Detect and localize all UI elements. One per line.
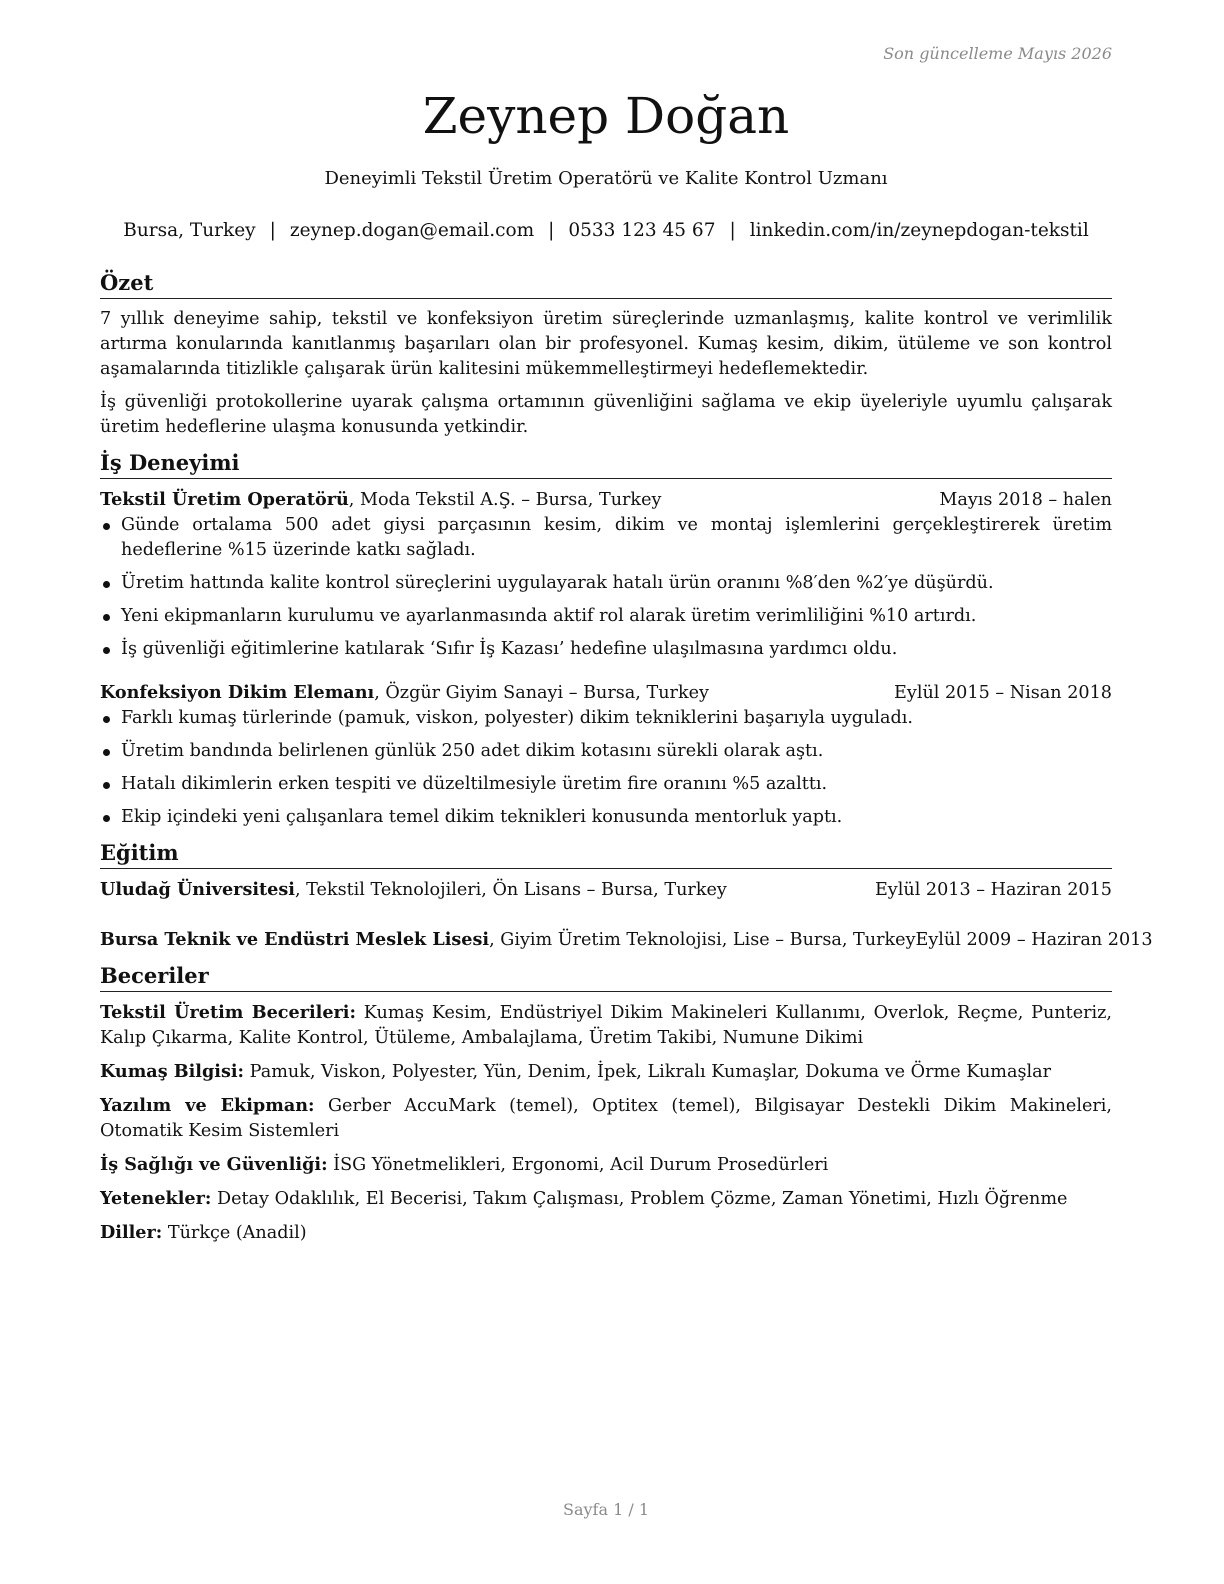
job-header [100, 487, 1112, 513]
job-entry [100, 487, 1112, 662]
skill-value: Gerber AccuMark (temel), Optitex (temel), Bilgisayar Destekli Dikim Makineleri, Otomatik Kesim Sistemleri [100, 1096, 1112, 1141]
skill-line [100, 1220, 1112, 1246]
education-entry [100, 927, 1153, 953]
skill-value: İSG Yönetmelikleri, Ergonomi, Acil Durum Prosedürleri [327, 1155, 829, 1175]
skill-label: Diller: [100, 1222, 163, 1243]
skill-value: Türkçe (Anadil) [162, 1223, 307, 1243]
education-title-line [100, 927, 916, 953]
bullet-icon [103, 782, 110, 789]
list-item [100, 739, 1112, 764]
job-dates: Mayıs 2018 – halen [939, 490, 1112, 510]
bullet-text: Hatalı dikimlerin erken tespiti ve düzeltilmesiyle üretim fire oranını %5 azalttı. [121, 774, 828, 794]
contact-email[interactable]: zeynep.dogan@email.com [289, 220, 535, 241]
bullet-text: Üretim hattında kalite kontrol süreçlerini uygulayarak hatalı ürün oranını %8′den %2′ye düşürdü. [121, 573, 994, 593]
bullet-text: Günde ortalama 500 adet giysi parçasının kesim, dikim ve montaj işlemlerini gerçekleştirerek üretim hedeflerine %15 üzerinde katkı sağladı. [121, 515, 1112, 560]
skill-line [100, 1152, 1112, 1178]
job-title-line [100, 487, 661, 513]
job-title-line [100, 680, 709, 706]
bullet-text: Üretim bandında belirlenen günlük 250 adet dikim kotasını sürekli olarak aştı. [121, 741, 824, 761]
list-item [100, 604, 1112, 629]
bullet-icon [103, 815, 110, 822]
contact-line [100, 218, 1112, 244]
page-number: Sayfa 1 / 1 [562, 1500, 649, 1519]
skill-label: Yazılım ve Ekipman: [100, 1095, 315, 1116]
experience-section [100, 448, 1112, 830]
skill-line [100, 1093, 1112, 1144]
education-school: Bursa Teknik ve Endüstri Meslek Lisesi [100, 929, 490, 950]
education-dates: Eylül 2009 – Haziran 2013 [915, 930, 1153, 950]
contact-location: Bursa, Turkey [123, 220, 256, 241]
list-item [100, 706, 1112, 731]
contact-separator: | [548, 220, 555, 241]
skill-label: Tekstil Üretim Becerileri: [100, 1002, 356, 1023]
section-title-experience: İş Deneyimi [100, 448, 1112, 479]
bullet-icon [103, 647, 110, 654]
job-entry [100, 680, 1112, 830]
candidate-name: Zeynep Doğan [422, 87, 790, 145]
job-dates: Eylül 2015 – Nisan 2018 [894, 683, 1112, 703]
bullet-icon [103, 523, 110, 530]
education-school: Uludağ Üniversitesi [100, 879, 295, 900]
last-updated: Son güncelleme Mayıs 2026 [883, 44, 1112, 63]
job-bullets [100, 513, 1112, 662]
education-detail: , Tekstil Teknolojileri, Ön Lisans – Bursa, Turkey [294, 880, 727, 900]
education-detail: , Giyim Üretim Teknolojisi, Lise – Bursa, Turkey [489, 930, 916, 950]
job-header [100, 680, 1112, 706]
list-item [100, 805, 1112, 830]
section-title-skills: Beceriler [100, 961, 1112, 992]
skill-label: Yetenekler: [100, 1188, 212, 1209]
bullet-text: İş güvenliği eğitimlerine katılarak ‘Sıfır İş Kazası’ hedefine ulaşılmasına yardımcı oldu. [121, 639, 898, 659]
bullet-text: Farklı kumaş türlerinde (pamuk, viskon, polyester) dikim tekniklerini başarıyla uyguladı. [121, 708, 914, 728]
contact-phone[interactable]: 0533 123 45 67 [568, 220, 716, 241]
list-item [100, 637, 1112, 662]
section-title-summary: Özet [100, 268, 1112, 299]
job-role: Konfeksiyon Dikim Elemanı [100, 682, 375, 703]
list-item [100, 772, 1112, 797]
list-item [100, 571, 1112, 596]
job-bullets [100, 706, 1112, 830]
skill-line [100, 1000, 1112, 1051]
summary-paragraph: İş güvenliği protokollerine uyarak çalışma ortamının güvenliğini sağlama ve ekip üyeleriyle uyumlu çalışarak üretim hedeflerine ulaşma konusunda yetkindir. [100, 392, 1112, 437]
skill-line [100, 1186, 1112, 1212]
summary-section [100, 268, 1112, 440]
bullet-icon [103, 716, 110, 723]
skill-value: Kumaş Kesim, Endüstriyel Dikim Makineleri Kullanımı, Overlok, Reçme, Punteriz, Kalıp Çıkarma, Kalite Kontrol, Ütüleme, Ambalajlama, Üretim Takibi, Numune Dikimi [100, 1003, 1113, 1048]
bullet-text: Yeni ekipmanların kurulumu ve ayarlanmasında aktif rol alarak üretim verimliliğini %10 artırdı. [121, 606, 977, 626]
contact-separator: | [269, 220, 276, 241]
resume-content [100, 268, 1153, 1254]
summary-paragraph: 7 yıllık deneyime sahip, tekstil ve konfeksiyon üretim süreçlerinde uzmanlaşmış, kalite kontrol ve verimlilik artırma konularında kanıtlanmış başarıları olan bir profesyonel. Kumaş kesim, dikim, ütüleme ve son kontrol aşamalarında titizlikle çalışarak ürün kalitesini mükemmelleştirmeyi hedeflemektedir. [100, 309, 1112, 379]
bullet-text: Ekip içindeki yeni çalışanlara temel dikim teknikleri konusunda mentorluk yaptı. [121, 807, 843, 827]
job-company: , Özgür Giyim Sanayi – Bursa, Turkey [374, 683, 709, 703]
job-company: , Moda Tekstil A.Ş. – Bursa, Turkey [348, 490, 662, 510]
candidate-headline: Deneyimli Tekstil Üretim Operatörü ve Kalite Kontrol Uzmanı [324, 168, 888, 189]
skill-line [100, 1059, 1112, 1085]
education-dates: Eylül 2013 – Haziran 2015 [874, 880, 1112, 900]
skill-label: İş Sağlığı ve Güvenliği: [100, 1154, 328, 1175]
skill-label: Kumaş Bilgisi: [100, 1061, 245, 1082]
education-title-line [100, 877, 727, 903]
skill-value: Pamuk, Viskon, Polyester, Yün, Denim, İpek, Likralı Kumaşlar, Dokuma ve Örme Kumaşlar [244, 1062, 1052, 1082]
education-entry [100, 877, 1112, 903]
education-section [100, 838, 1153, 953]
contact-separator: | [729, 220, 736, 241]
resume-page [100, 0, 1153, 1584]
job-role: Tekstil Üretim Operatörü [100, 489, 349, 510]
bullet-icon [103, 581, 110, 588]
bullet-icon [103, 749, 110, 756]
contact-linkedin[interactable]: linkedin.com/in/zeynepdogan-tekstil [749, 220, 1089, 241]
list-item [100, 513, 1112, 563]
skill-value: Detay Odaklılık, El Becerisi, Takım Çalışması, Problem Çözme, Zaman Yönetimi, Hızlı Öğrenme [211, 1189, 1068, 1209]
section-title-education: Eğitim [100, 838, 1112, 869]
skills-section [100, 961, 1112, 1246]
bullet-icon [103, 614, 110, 621]
